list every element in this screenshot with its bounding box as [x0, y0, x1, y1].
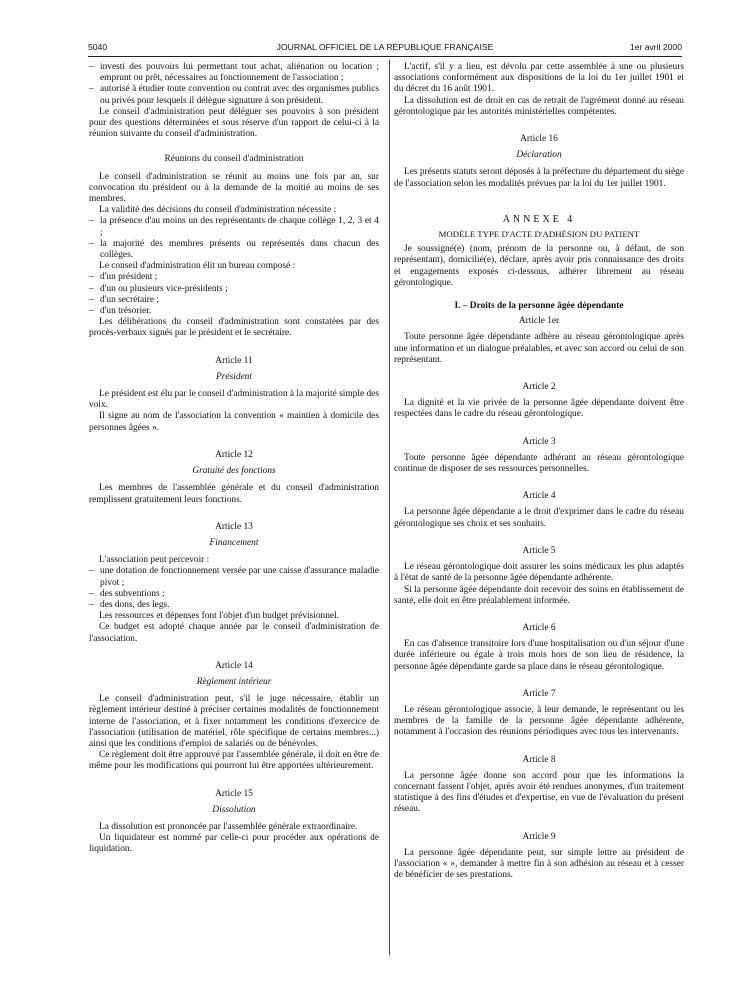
- journal-title: JOURNAL OFFICIEL DE LA RÉPUBLIQUE FRANÇAISE: [276, 42, 494, 52]
- list-item: – autorisé à étudier toute convention ou contrat avec des organismes publics ou privés pour lesquels il délègue signature à son président.: [89, 84, 379, 106]
- paragraph: Le conseil d'administration peut déléguer ses pouvoirs à son président pour des questions déterminées et sous réserve d'un rapport de celui-ci à la réunion suivante du conseil d'administration.: [89, 106, 379, 140]
- paragraph: La validité des décisions du conseil d'administration nécessite :: [99, 205, 337, 216]
- article-13-title: Article 13: [215, 521, 253, 532]
- article-15-subtitle: Dissolution: [212, 804, 256, 815]
- validity-list: [89, 216, 379, 261]
- paragraph: Toute personne âgée dépendante adhère au réseau gérontologique après une information et un dialogue préalables, et avec son accord ou celui de son représentant.: [394, 332, 684, 365]
- list-item: – d'un ou plusieurs vice-présidents ;: [89, 284, 379, 295]
- paragraph: La dissolution est prononcée par l'assemblée générale extraordinaire.: [99, 821, 358, 832]
- part-title: I. – Droits de la personne âgée dépendante: [454, 301, 624, 312]
- article-6-title: Article 6: [522, 622, 556, 633]
- section-title: Réunions du conseil d'administration: [164, 154, 304, 165]
- list-item: – la majorité des membres présents ou représentés dans chacun des collèges.: [89, 239, 379, 261]
- list-item: – des dons, des legs.: [89, 600, 379, 611]
- article-14-subtitle: Règlement intérieur: [196, 676, 272, 687]
- header-rule: [88, 56, 682, 57]
- list-item: – d'un trésorier.: [89, 306, 379, 317]
- list-item: – la présence d'au moins un des représentants de chaque collège 1, 2, 3 et 4 ;: [89, 216, 379, 238]
- page-header: [88, 40, 682, 56]
- article-8-title: Article 8: [522, 754, 556, 765]
- paragraph: L'association peut percevoir :: [99, 555, 210, 566]
- annexe-title: ANNEXE 4: [502, 213, 576, 225]
- paragraph: Toute personne âgée dépendante adhérant au réseau gérontologique continue de disposer de ses ressources personnelles.: [394, 452, 684, 475]
- paragraph: Les délibérations du conseil d'administration sont constatées par des procès-verbaux signés par le président et le secrétaire.: [89, 317, 379, 339]
- paragraph: Ce budget est adopté chaque année par le conseil d'administration de l'association.: [89, 622, 379, 644]
- paragraph: Si la personne âgée dépendante doit recevoir des soins en établissement de santé, elle doit en être préalablement informée.: [394, 584, 684, 606]
- issue-date: 1er avril 2000: [629, 42, 682, 52]
- paragraph: Le conseil d'administration peut, s'il le juge nécessaire, établir un règlement intérieur destiné à préciser certaines modalités de fonctionnement interne de l'association, et à fixer notamment les conditions d'exercice de l'association (utilisation de matériel, rôle spécifique de certains membres...) ainsi que les conditions d'emploi de salariés ou de bénévoles.: [89, 694, 379, 749]
- paragraph: La personne âgée dépendante peut, sur simple lettre au président de l'association « », demander à mettre fin à son adhésion au réseau et à cesser de bénéficier de ses prestations.: [394, 847, 684, 881]
- article-12-subtitle: Gratuité des fonctions: [192, 466, 276, 477]
- funding-list: [89, 566, 379, 611]
- paragraph: La personne âgée dépendante a le droit d'exprimer dans le cadre du réseau gérontologique ses choix et ses souhaits.: [394, 507, 684, 529]
- paragraph: L'actif, s'il y a lieu, est dévolu par cette assemblée à une ou plusieurs associations conformément aux dispositions de la loi du 1er juillet 1901 et du décret du 16 août 1901.: [394, 62, 684, 95]
- article-9-title: Article 9: [522, 831, 556, 842]
- paragraph: Il signe au nom de l'association la convention « maintien à domicile des personnes âgées ».: [89, 411, 379, 433]
- article-16-subtitle: Déclaration: [516, 150, 562, 161]
- list-item: – des subventions ;: [89, 589, 379, 600]
- paragraph: Un liquidateur est nommé par celle-ci pour procéder aux opérations de liquidation.: [89, 833, 379, 855]
- article-16-title: Article 16: [520, 134, 558, 145]
- column-divider: [389, 60, 390, 955]
- article-11-subtitle: Président: [216, 371, 252, 382]
- paragraph: Le conseil d'administration élit un bureau composé :: [99, 261, 296, 272]
- list-item: – d'un secrétaire ;: [89, 295, 379, 306]
- paragraph: Les membres de l'assemblée générale et du conseil d'administration remplissent gratuitement leurs fonctions.: [89, 483, 379, 505]
- paragraph: En cas d'absence transitoire lors d'une hospitalisation ou d'un séjour d'une durée inférieure ou égale à trois mois hors de son lieu de résidence, la personne âgée dépendante garde sa place dans le réseau gérontologique.: [394, 639, 684, 672]
- list-item: – une dotation de fonctionnement versée par une caisse d'assurance maladie pivot ;: [89, 566, 379, 588]
- article-1-title: Article 1er: [518, 316, 560, 327]
- paragraph: Je soussigné(e) (nom, prénom de la personne ou, à défaut, de son représentant), domicilié(e), déclare, après avoir pris connaissance des droits et engagements exposés ci-dessous, adhérer librement au réseau gérontologique.: [394, 244, 684, 288]
- paragraph: Les ressources et dépenses font l'objet d'un budget prévisionnel.: [99, 611, 340, 622]
- paragraph: Ce règlement doit être approuvé par l'assemblée générale, il doit en être de même pour les modifications qui pourront lui être apportées ultérieurement.: [89, 750, 379, 772]
- paragraph: Les présents statuts seront déposés à la préfecture du département du siège de l'association selon les modalités prévues par la loi du 1er juillet 1901.: [394, 167, 684, 189]
- article-13-subtitle: Financement: [209, 537, 259, 548]
- article-12-title: Article 12: [215, 449, 253, 460]
- paragraph: La dissolution est de droit en cas de retrait de l'agrément donné au réseau gérontologique par les autorités ministérielles compétentes.: [394, 95, 684, 117]
- article-15-title: Article 15: [215, 788, 253, 799]
- article-4-title: Article 4: [522, 491, 556, 502]
- intro-list: [89, 62, 379, 107]
- paragraph: Le conseil d'administration se réunit au moins une fois par an, sur convocation du président ou à la demande de la moitié au moins de ses membres.: [89, 171, 379, 205]
- annexe-subtitle: MODÈLE TYPE D'ACTE D'ADHÉSION DU PATIENT: [438, 229, 640, 240]
- paragraph: Le réseau gérontologique doit assurer les soins médicaux les plus adaptés à l'état de santé de la personne âgée dépendante adhérente.: [394, 562, 684, 584]
- paragraph: La dignité et la vie privée de la personne âgée dépendante doivent être respectées dans le cadre du réseau gérontologique.: [394, 398, 684, 420]
- paragraph: Le réseau gérontologique associe, à leur demande, le représentant ou les membres de la famille de la personne âgée dépendante adhérente, notamment à l'occasion des réunions périodiques avec tous les intervenants.: [394, 704, 684, 738]
- bureau-list: [89, 272, 379, 317]
- list-item: – investi des pouvoirs lui permettant tout achat, aliénation ou location ; emprunt ou prêt, nécessaires au fonctionnement de l'association ;: [89, 62, 379, 84]
- list-item: – d'un président ;: [89, 272, 379, 283]
- paragraph: La personne âgée donne son accord pour que les informations la concernant fassent l'objet, après avoir été rendues anonymes, d'un traitement statistique à des fins d'études et d'expertise, en vue de l'évaluation du présent réseau.: [394, 770, 684, 815]
- article-11-title: Article 11: [215, 355, 253, 366]
- article-3-title: Article 3: [522, 436, 556, 447]
- article-2-title: Article 2: [522, 382, 556, 393]
- article-7-title: Article 7: [522, 688, 556, 699]
- article-5-title: Article 5: [522, 545, 556, 556]
- article-14-title: Article 14: [215, 660, 253, 671]
- right-column: [394, 62, 684, 881]
- left-column: [89, 62, 379, 856]
- paragraph: Le président est élu par le conseil d'administration à la majorité simple des voix.: [89, 389, 379, 411]
- page-number: 5040: [88, 42, 108, 52]
